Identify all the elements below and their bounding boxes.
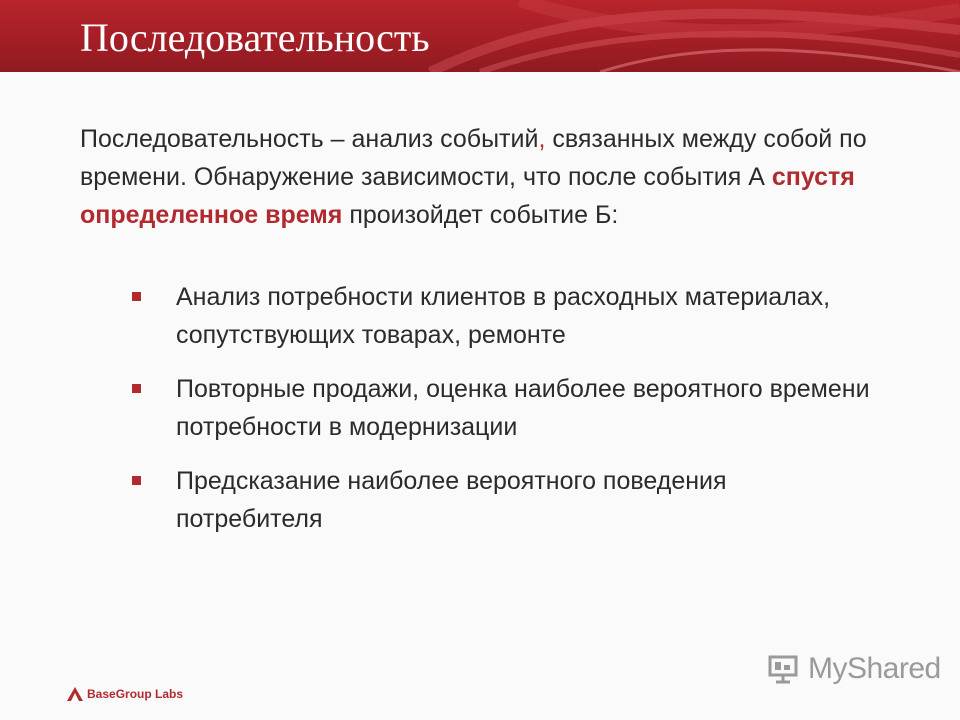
myshared-watermark xyxy=(768,652,941,686)
watermark-text: MyShared xyxy=(808,652,941,685)
square-bullet-icon xyxy=(132,292,141,301)
triangle-logo-icon xyxy=(66,686,84,702)
presentation-board-icon xyxy=(768,654,802,684)
bullet-item xyxy=(130,370,870,446)
intro-emphasis: спустя определенное время xyxy=(80,163,855,229)
slide-title: Последовательность xyxy=(80,15,430,60)
intro-paragraph xyxy=(80,120,880,234)
title-banner xyxy=(0,0,960,72)
bullet-text: Анализ потребности клиентов в расходных материалах, сопутствующих товарах, ремонте xyxy=(176,283,831,349)
intro-text-end: произойдет событие Б: xyxy=(342,201,619,229)
square-bullet-icon xyxy=(132,476,141,485)
bullet-item xyxy=(130,462,870,538)
square-bullet-icon xyxy=(132,384,141,393)
bullet-text: Повторные продажи, оценка наиболее вероятного времени потребности в модернизации xyxy=(176,375,870,441)
intro-text-middle: связанных между собой по времени. Обнаружение зависимости, что после события А xyxy=(80,125,867,191)
bullet-item xyxy=(130,278,870,354)
bullet-list xyxy=(130,278,870,554)
company-name: BaseGroup Labs xyxy=(87,687,184,701)
intro-red-comma: , xyxy=(538,125,546,153)
bullet-text: Предсказание наиболее вероятного поведения потребителя xyxy=(176,467,727,533)
basegroup-logo xyxy=(66,686,183,702)
intro-text-start: Последовательность – анализ событий xyxy=(80,125,539,153)
